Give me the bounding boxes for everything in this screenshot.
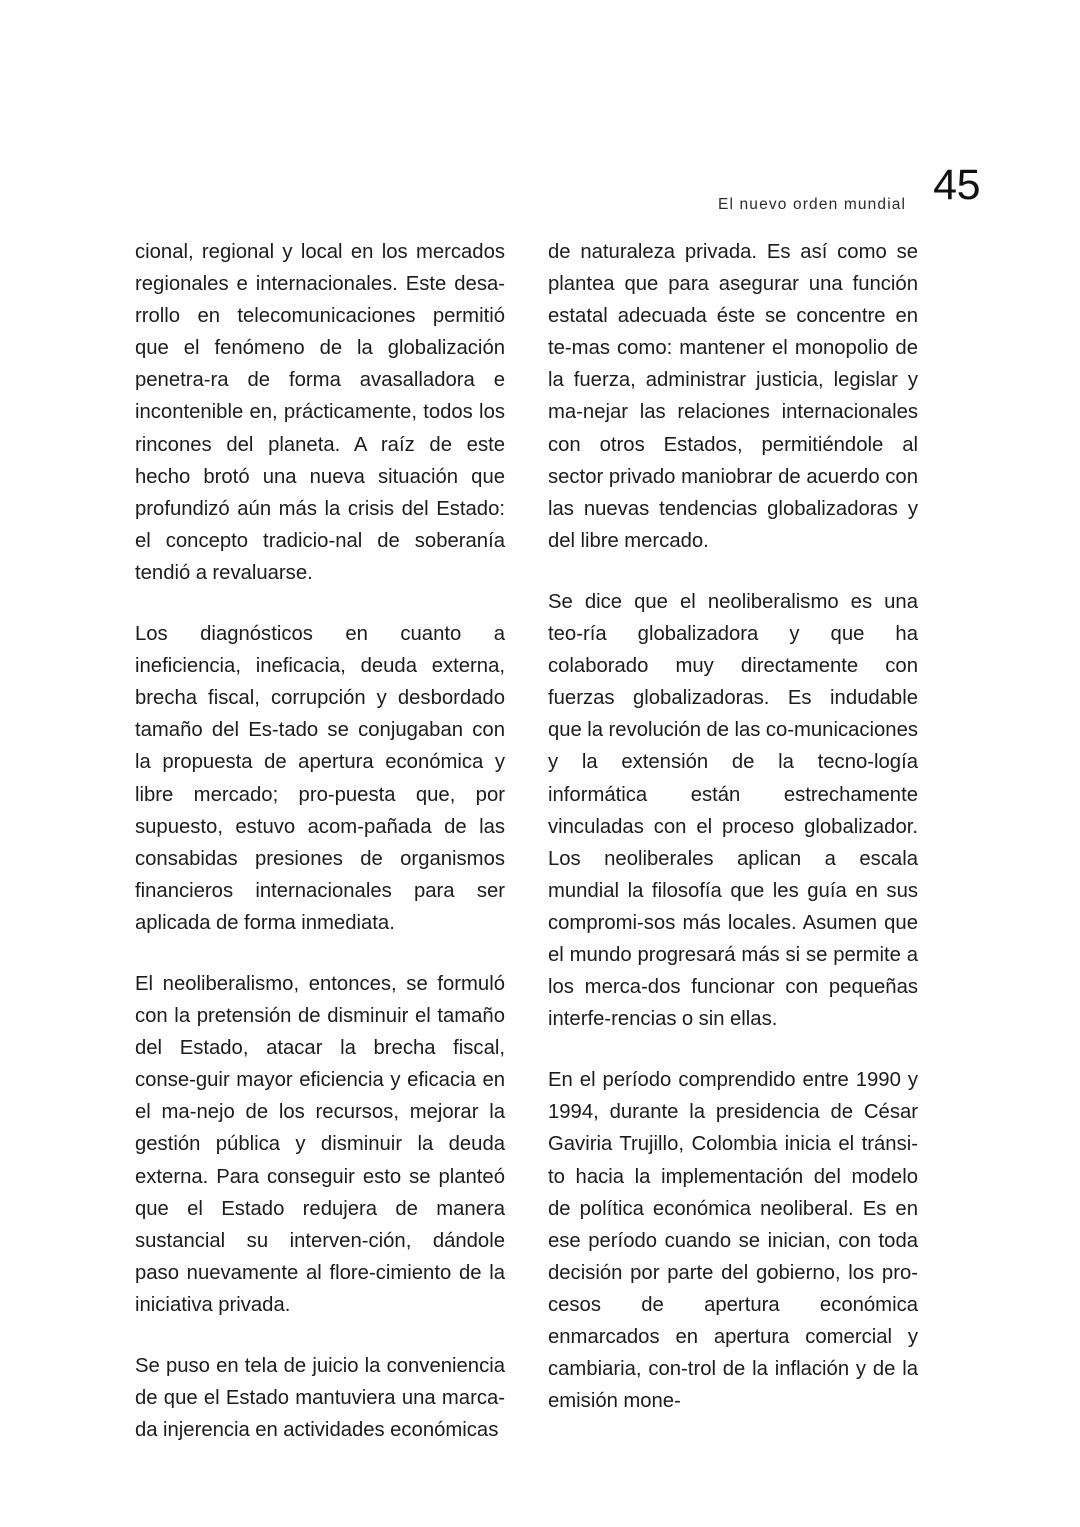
running-header-title: El nuevo orden mundial [718, 196, 907, 213]
running-header [135, 160, 980, 213]
paragraph: En el período comprendido entre 1990 y 1994, durante la presidencia de César Gaviria Trujillo, Colombia inicia el tránsi-to hacia la implementación del modelo de política económica neoliberal. Es en ese período cuando se inician, con toda decisión por parte del gobierno, los pro-cesos de apertura económica enmarcados en apertura comercial y cambiaria, con-trol de la inflación y de la emisión mone- [548, 1069, 918, 1413]
right-text-column [548, 236, 918, 1446]
paragraph: El neoliberalismo, entonces, se formuló con la pretensión de disminuir el tamaño del Estado, atacar la brecha fiscal, conse-guir mayor eficiencia y eficacia en el ma-nejo de los recursos, mejorar la gestión pública y disminuir la deuda externa. Para conseguir esto se planteó que el Estado redujera de manera sustancial su interven-ción, dándole paso nuevamente al flore-cimiento de la iniciativa privada. [135, 972, 505, 1316]
paragraph: Se puso en tela de juicio la conveniencia de que el Estado mantuviera una marca-da injerencia en actividades económicas [135, 1355, 505, 1442]
paragraph: Se dice que el neoliberalismo es una teo-ría globalizadora y que ha colaborado muy directamente con fuerzas globalizadoras. Es indudable que la revolución de las co-municaciones y la extensión de la tecno-logía informática están estrechamente vinculadas con el proceso globalizador. Los neoliberales aplican a escala mundial la filosofía que les guía en sus compromi-sos más locales. Asumen que el mundo progresará más si se permite a los merca-dos funcionar con pequeñas interfe-rencias o sin ellas. [548, 590, 918, 1031]
paragraph: cional, regional y local en los mercados regionales e internacionales. Este desa-rrollo en telecomunicaciones permitió que el fenómeno de la globalización penetra-ra de forma avasalladora e incontenible en, prácticamente, todos los rincones del planeta. A raíz de este hecho brotó una nueva situación que profundizó aún más la crisis del Estado: el concepto tradicio-nal de soberanía tendió a revaluarse. [135, 241, 505, 584]
paragraph: Los diagnósticos en cuanto a ineficiencia, ineficacia, deuda externa, brecha fiscal, corrupción y desbordado tamaño del Es-tado se conjugaban con la propuesta de apertura económica y libre mercado; pro-puesta que, por supuesto, estuvo acom-pañada de las consabidas presiones de organismos financieros internacionales para ser aplicada de forma inmediata. [135, 623, 505, 934]
paragraph: de naturaleza privada. Es así como se plantea que para asegurar una función estatal adecuada éste se concentre en te-mas como: mantener el monopolio de la fuerza, administrar justicia, legislar y ma-nejar las relaciones internacionales con otros Estados, permitiéndole al sector privado maniobrar de acuerdo con las nuevas tendencias globalizadoras y del libre mercado. [548, 241, 918, 552]
page-number: 45 [933, 161, 980, 209]
left-text-column [135, 236, 505, 1446]
body-text-columns [135, 236, 918, 1446]
